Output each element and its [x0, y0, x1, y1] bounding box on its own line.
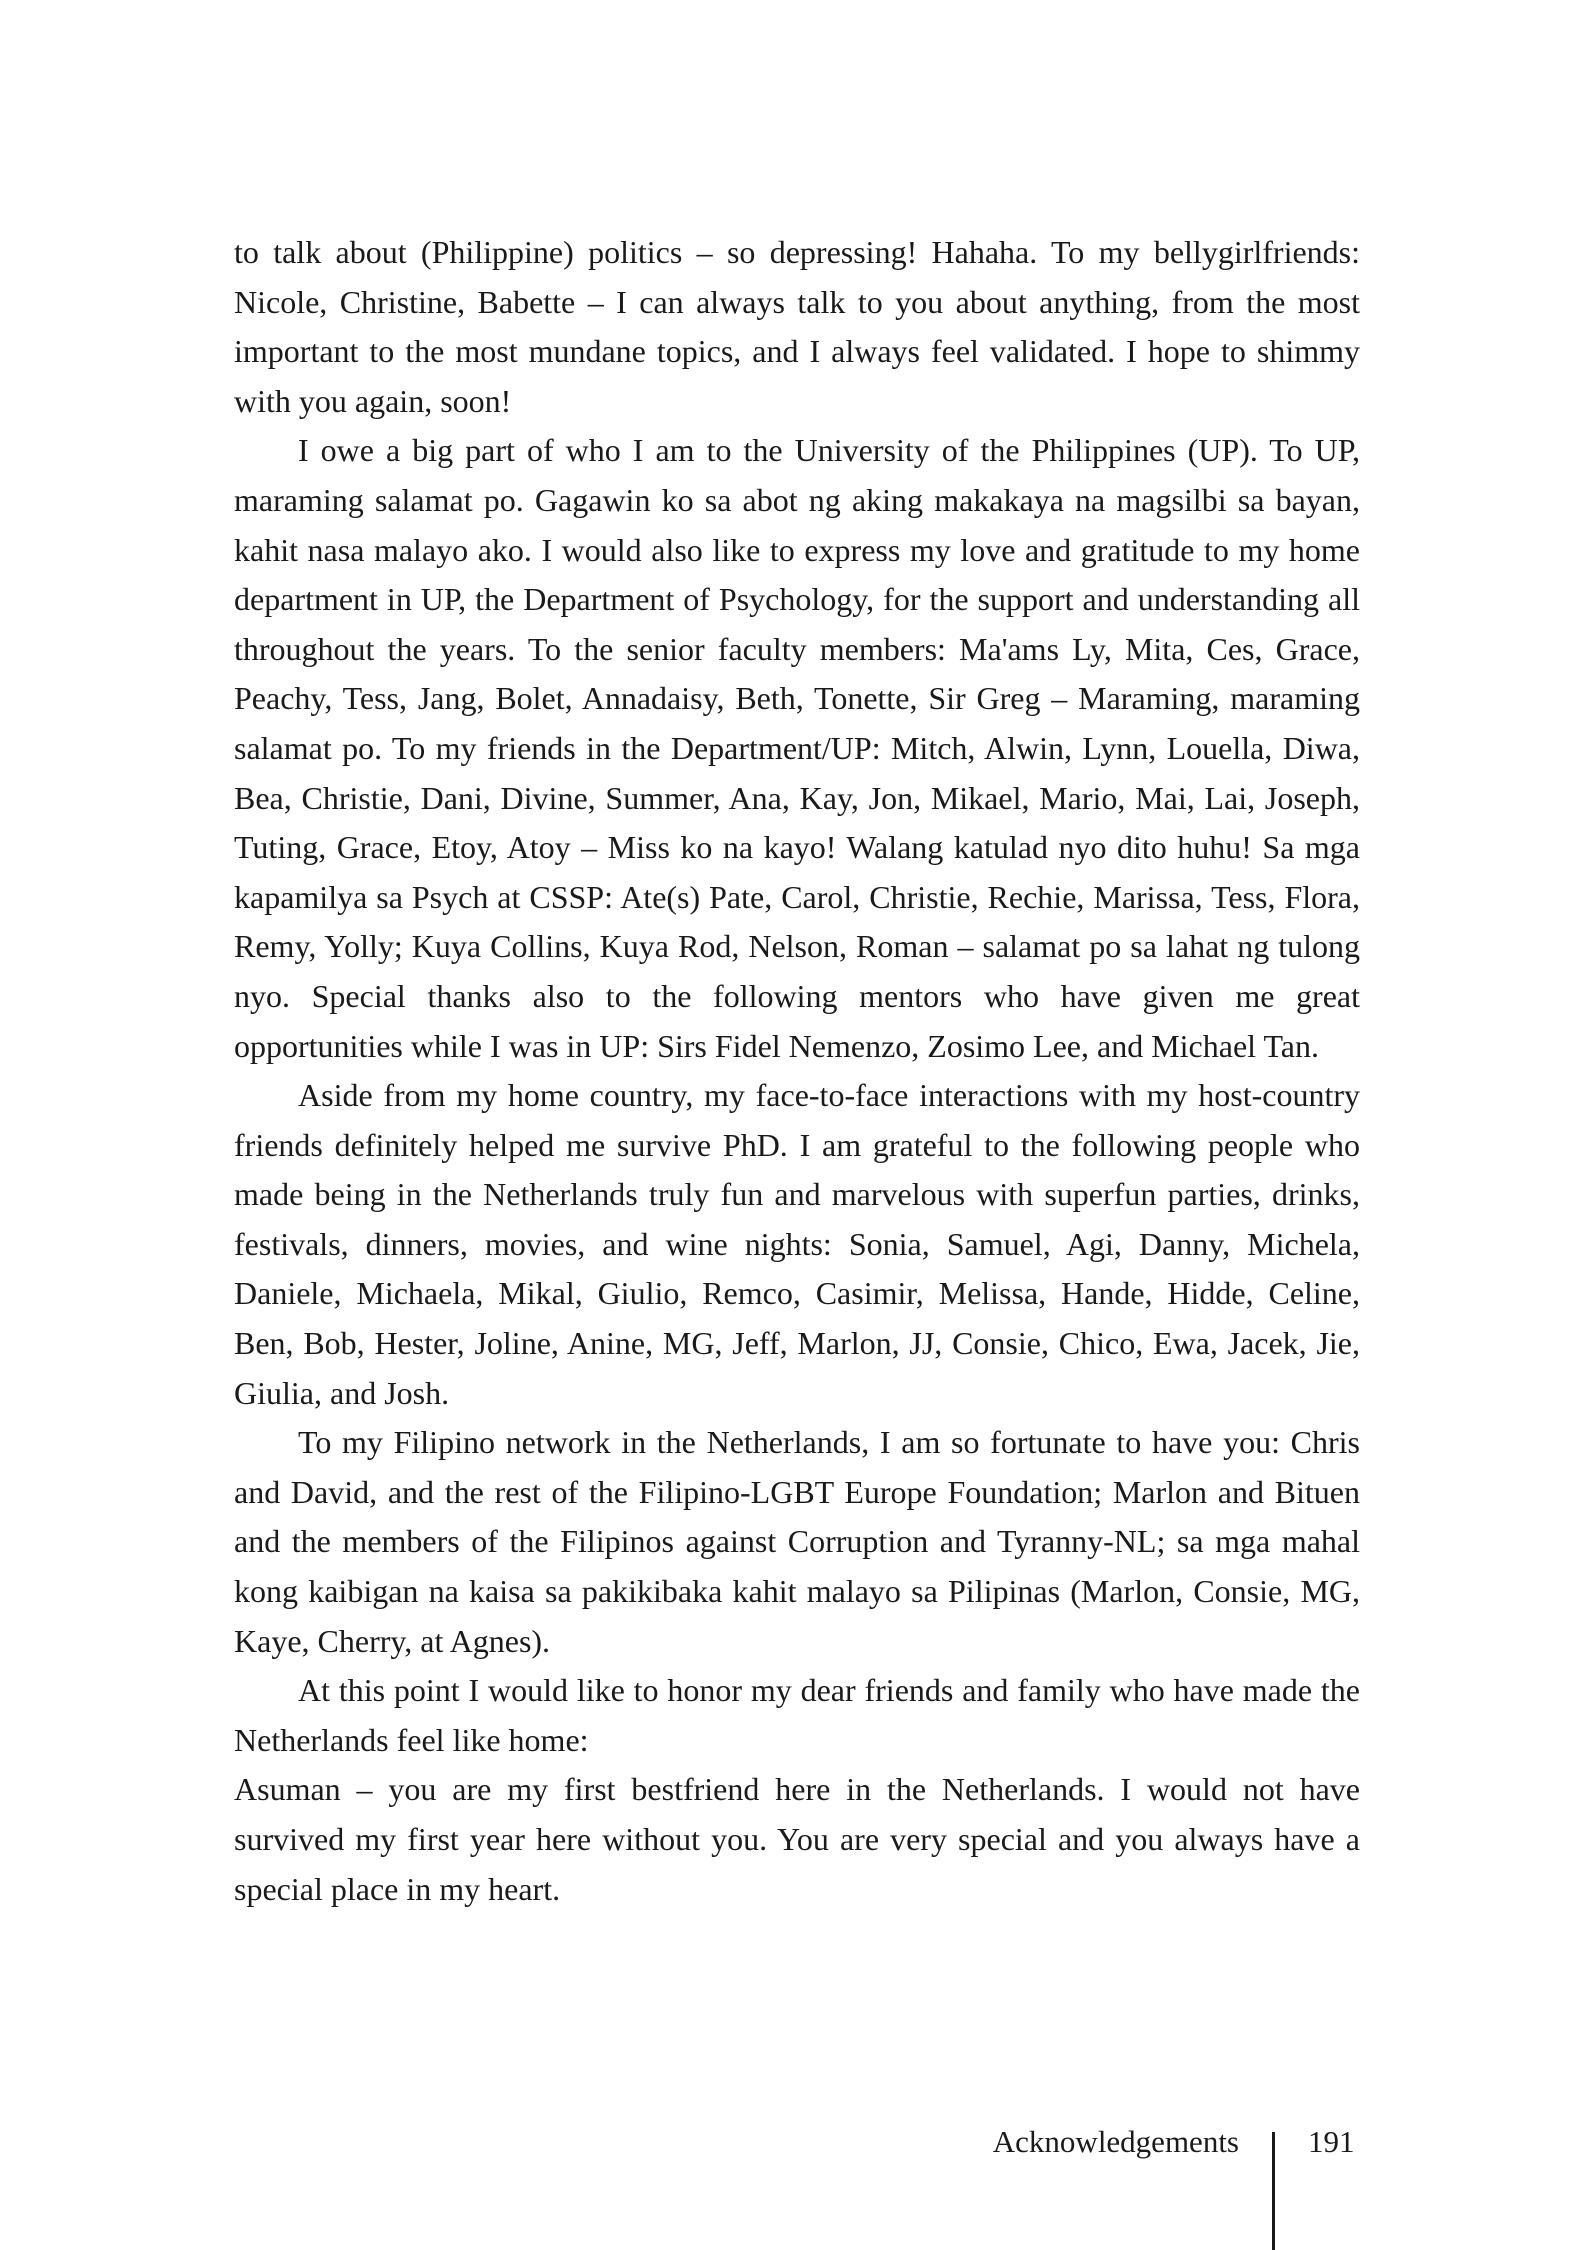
running-footer — [0, 2122, 1594, 2250]
page-number: 191 — [1308, 2124, 1355, 2159]
footer-divider-rule — [1272, 2132, 1275, 2250]
paragraph-friends-and-family-intro: At this point I would like to honor my dear friends and family who have made the Netherlands feel like home: — [234, 1672, 1360, 1758]
paragraph-host-country-friends: Aside from my home country, my face-to-face interactions with my host-country friends definitely helped me survive PhD. I am grateful to the following people who made being in the Netherlands truly fun and marvelous with superfun parties, drinks, festivals, dinners, movies, and wine nights: Sonia, Samuel, Agi, Danny, Michela, Daniele, Michaela, Mikal, Giulio, Remco, Casimir, Melissa, Hande, Hidde, Celine, Ben, Bob, Hester, Joline, Anine, MG, Jeff, Marlon, JJ, Consie, Chico, Ewa, Jacek, Jie, Giulia, and Josh. — [234, 1077, 1360, 1411]
paragraph-filipino-network: To my Filipino network in the Netherlands, I am so fortunate to have you: Chris and David, and the rest of the Filipino-LGBT Europe Foundation; Marlon and Bituen and the members of the Filipinos against Corruption and Tyranny-NL; sa mga mahal kong kaibigan na kaisa sa pakikibaka kahit malayo sa Pilipinas (Marlon, Consie, MG, Kaye, Cherry, at Agnes). — [234, 1424, 1360, 1659]
paragraph-asuman: Asuman – you are my first bestfriend here in the Netherlands. I would not have survived my first year here without you. You are very special and you always have a special place in my heart. — [234, 1771, 1360, 1907]
paragraph-continuation: to talk about (Philippine) politics – so depressing! Hahaha. To my bellygirlfriends: Nicole, Christine, Babette – I can always talk to you about anything, from the most important to the most mundane topics, and I always feel validated. I hope to shimmy with you again, soon! — [234, 234, 1360, 419]
running-footer-section-title: Acknowledgements — [992, 2124, 1239, 2159]
paragraph-university-of-the-philippines: I owe a big part of who I am to the University of the Philippines (UP). To UP, maraming salamat po. Gagawin ko sa abot ng aking makakaya na magsilbi sa bayan, kahit nasa malayo ako. I would also like to express my love and gratitude to my home department in UP, the Department of Psychology, for the support and understanding all throughout the years. To the senior faculty members: Ma'ams Ly, Mita, Ces, Grace, Peachy, Tess, Jang, Bolet, Annadaisy, Beth, Tonette, Sir Greg – Maraming, maraming salamat po. To my friends in the Department/UP: Mitch, Alwin, Lynn, Louella, Diwa, Bea, Christie, Dani, Divine, Summer, Ana, Kay, Jon, Mikael, Mario, Mai, Lai, Joseph, Tuting, Grace, Etoy, Atoy – Miss ko na kayo! Walang katulad nyo dito huhu! Sa mga kapamilya sa Psych at CSSP: Ate(s) Pate, Carol, Christie, Rechie, Marissa, Tess, Flora, Remy, Yolly; Kuya Collins, Kuya Rod, Nelson, Roman – salamat po sa lahat ng tulong nyo. Special thanks also to the following mentors who have given me great opportunities while I was in UP: Sirs Fidel Nemenzo, Zosimo Lee, and Michael Tan. — [234, 432, 1360, 1064]
page-body — [234, 228, 1360, 1914]
